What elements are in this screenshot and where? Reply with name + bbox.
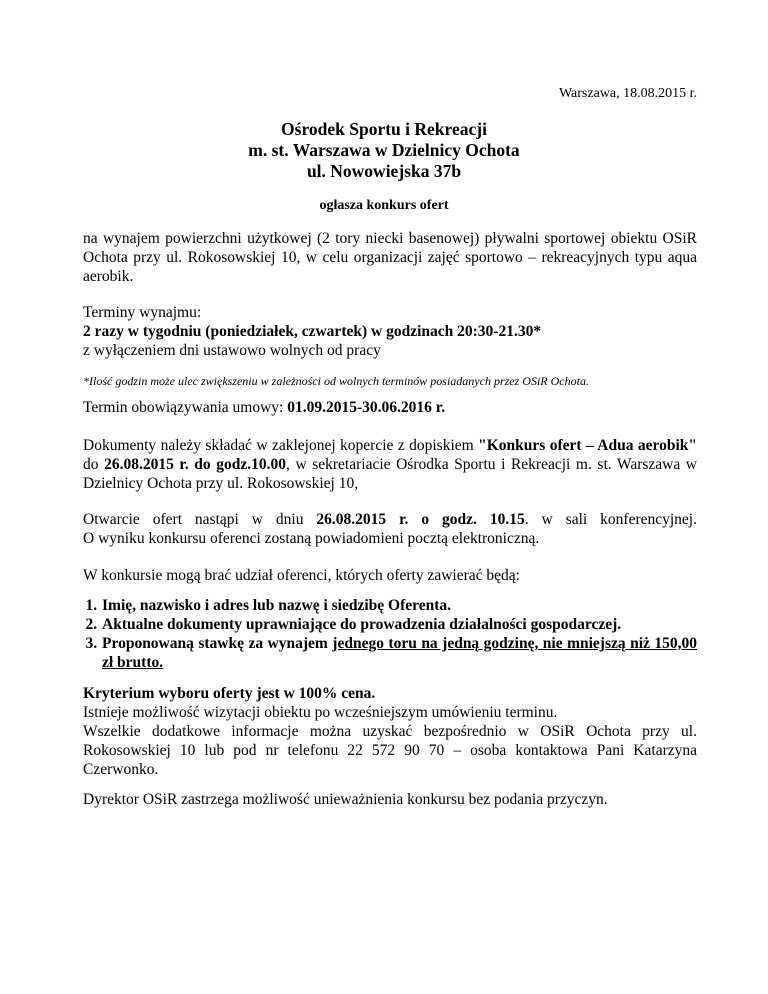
document-date: Warszawa, 18.08.2015 r. [558,86,697,101]
header-line-3: ul. Nowowiejska 37b [306,161,462,181]
opening-date: 26.08.2015 r. o godz. 10.15 [316,511,525,528]
requirement-item-3 [101,634,697,672]
criteria-heading: Kryterium wyboru oferty jest w 100% cena. [83,685,376,702]
contract-label: Termin obowiązywania umowy: [83,399,288,416]
terms-schedule: 2 razy w tygodniu (poniedziałek, czwartek) w godzinach 20:30-21.30* [83,323,542,340]
requirement-item-2 [101,615,697,634]
organization-header [0,119,768,182]
requirement-1-text: Imię, nazwisko i adres lub nazwę i siedzibę Oferenta. [102,597,452,614]
announcement-title: ogłasza konkurs ofert [319,198,449,213]
contract-period [83,398,697,417]
contract-dates: 01.09.2015-30.06.2016 r. [287,399,446,416]
header-line-1: Ośrodek Sportu i Rekreacji [281,119,487,139]
eligibility-text: W konkursie mogą brać udział oferenci, których oferty zawierać będą: [83,567,520,584]
footnote: *Ilość godzin może ulec zwiększeniu w zależności od wolnych terminów posiadanych przez OSiR Ochota. [83,374,589,388]
terms-exclusion: z wyłączeniem dni ustawowo wolnych od pracy [83,342,381,359]
opening-text-1: Otwarcie ofert nastąpi w dniu [83,511,317,528]
documents-text-3: , w sekretariacie Ośrodka Sportu i Rekreacji m. st. Warszawa w Dzielnicy Ochota przy ul. Rokosowskiej 10, [83,456,697,492]
opening-line [83,510,697,529]
terms-heading: Terminy wynajmu: [83,304,202,321]
requirement-item-1 [101,596,697,615]
documents-deadline: 26.08.2015 r. do godz.10.00 [104,456,286,473]
header-line-2: m. st. Warszawa w Dzielnicy Ochota [248,140,520,160]
requirements-list [83,596,697,672]
criteria-visit: Istnieje możliwość wizytacji obiektu po wcześniejszym umówieniu terminu. [83,704,558,721]
opening-text-2: . w sali konferencyjnej. [524,511,697,528]
requirement-2-text: Aktualne dokumenty uprawniające do prowadzenia działalności gospodarczej. [102,616,622,633]
documents-paragraph [83,436,697,493]
requirements-list-wrap [83,596,697,672]
terms-section [83,303,697,360]
criteria-section [83,684,697,779]
documents-text-2: do [83,456,105,473]
requirement-3-text: Proponowaną stawkę za wynajem [102,635,333,652]
opening-paragraph [83,510,697,548]
intro-paragraph: na wynajem powierzchni użytkowej (2 tory niecki basenowej) pływalni sportowej obiektu OSiR Ochota przy ul. Rokosowskiej 10, w celu organizacji zajęć sportowo – rekreacyjnych typu aqua aerobik. [83,230,697,285]
requirement-3-underlined: jednego toru na jedną godzinę, nie mniejszą niż 150,00 zł brutto. [102,635,698,671]
opening-result: O wyniku konkursu oferenci zostaną powiadomieni pocztą elektroniczną. [83,530,540,547]
criteria-contact: Wszelkie dodatkowe informacje można uzyskać bezpośrednio w OSiR Ochota przy ul. Rokosowskiej 10 lub pod nr telefonu 22 572 90 70 – osoba kontaktowa Pani Katarzyna Czerwonko. [83,723,697,778]
documents-tag: "Konkurs ofert – Adua aerobik" [478,437,697,454]
documents-text-1: Dokumenty należy składać w zaklejonej kopercie z dopiskiem [83,437,479,454]
closing-statement: Dyrektor OSiR zastrzega możliwość unieważnienia konkursu bez podania przyczyn. [83,791,608,808]
